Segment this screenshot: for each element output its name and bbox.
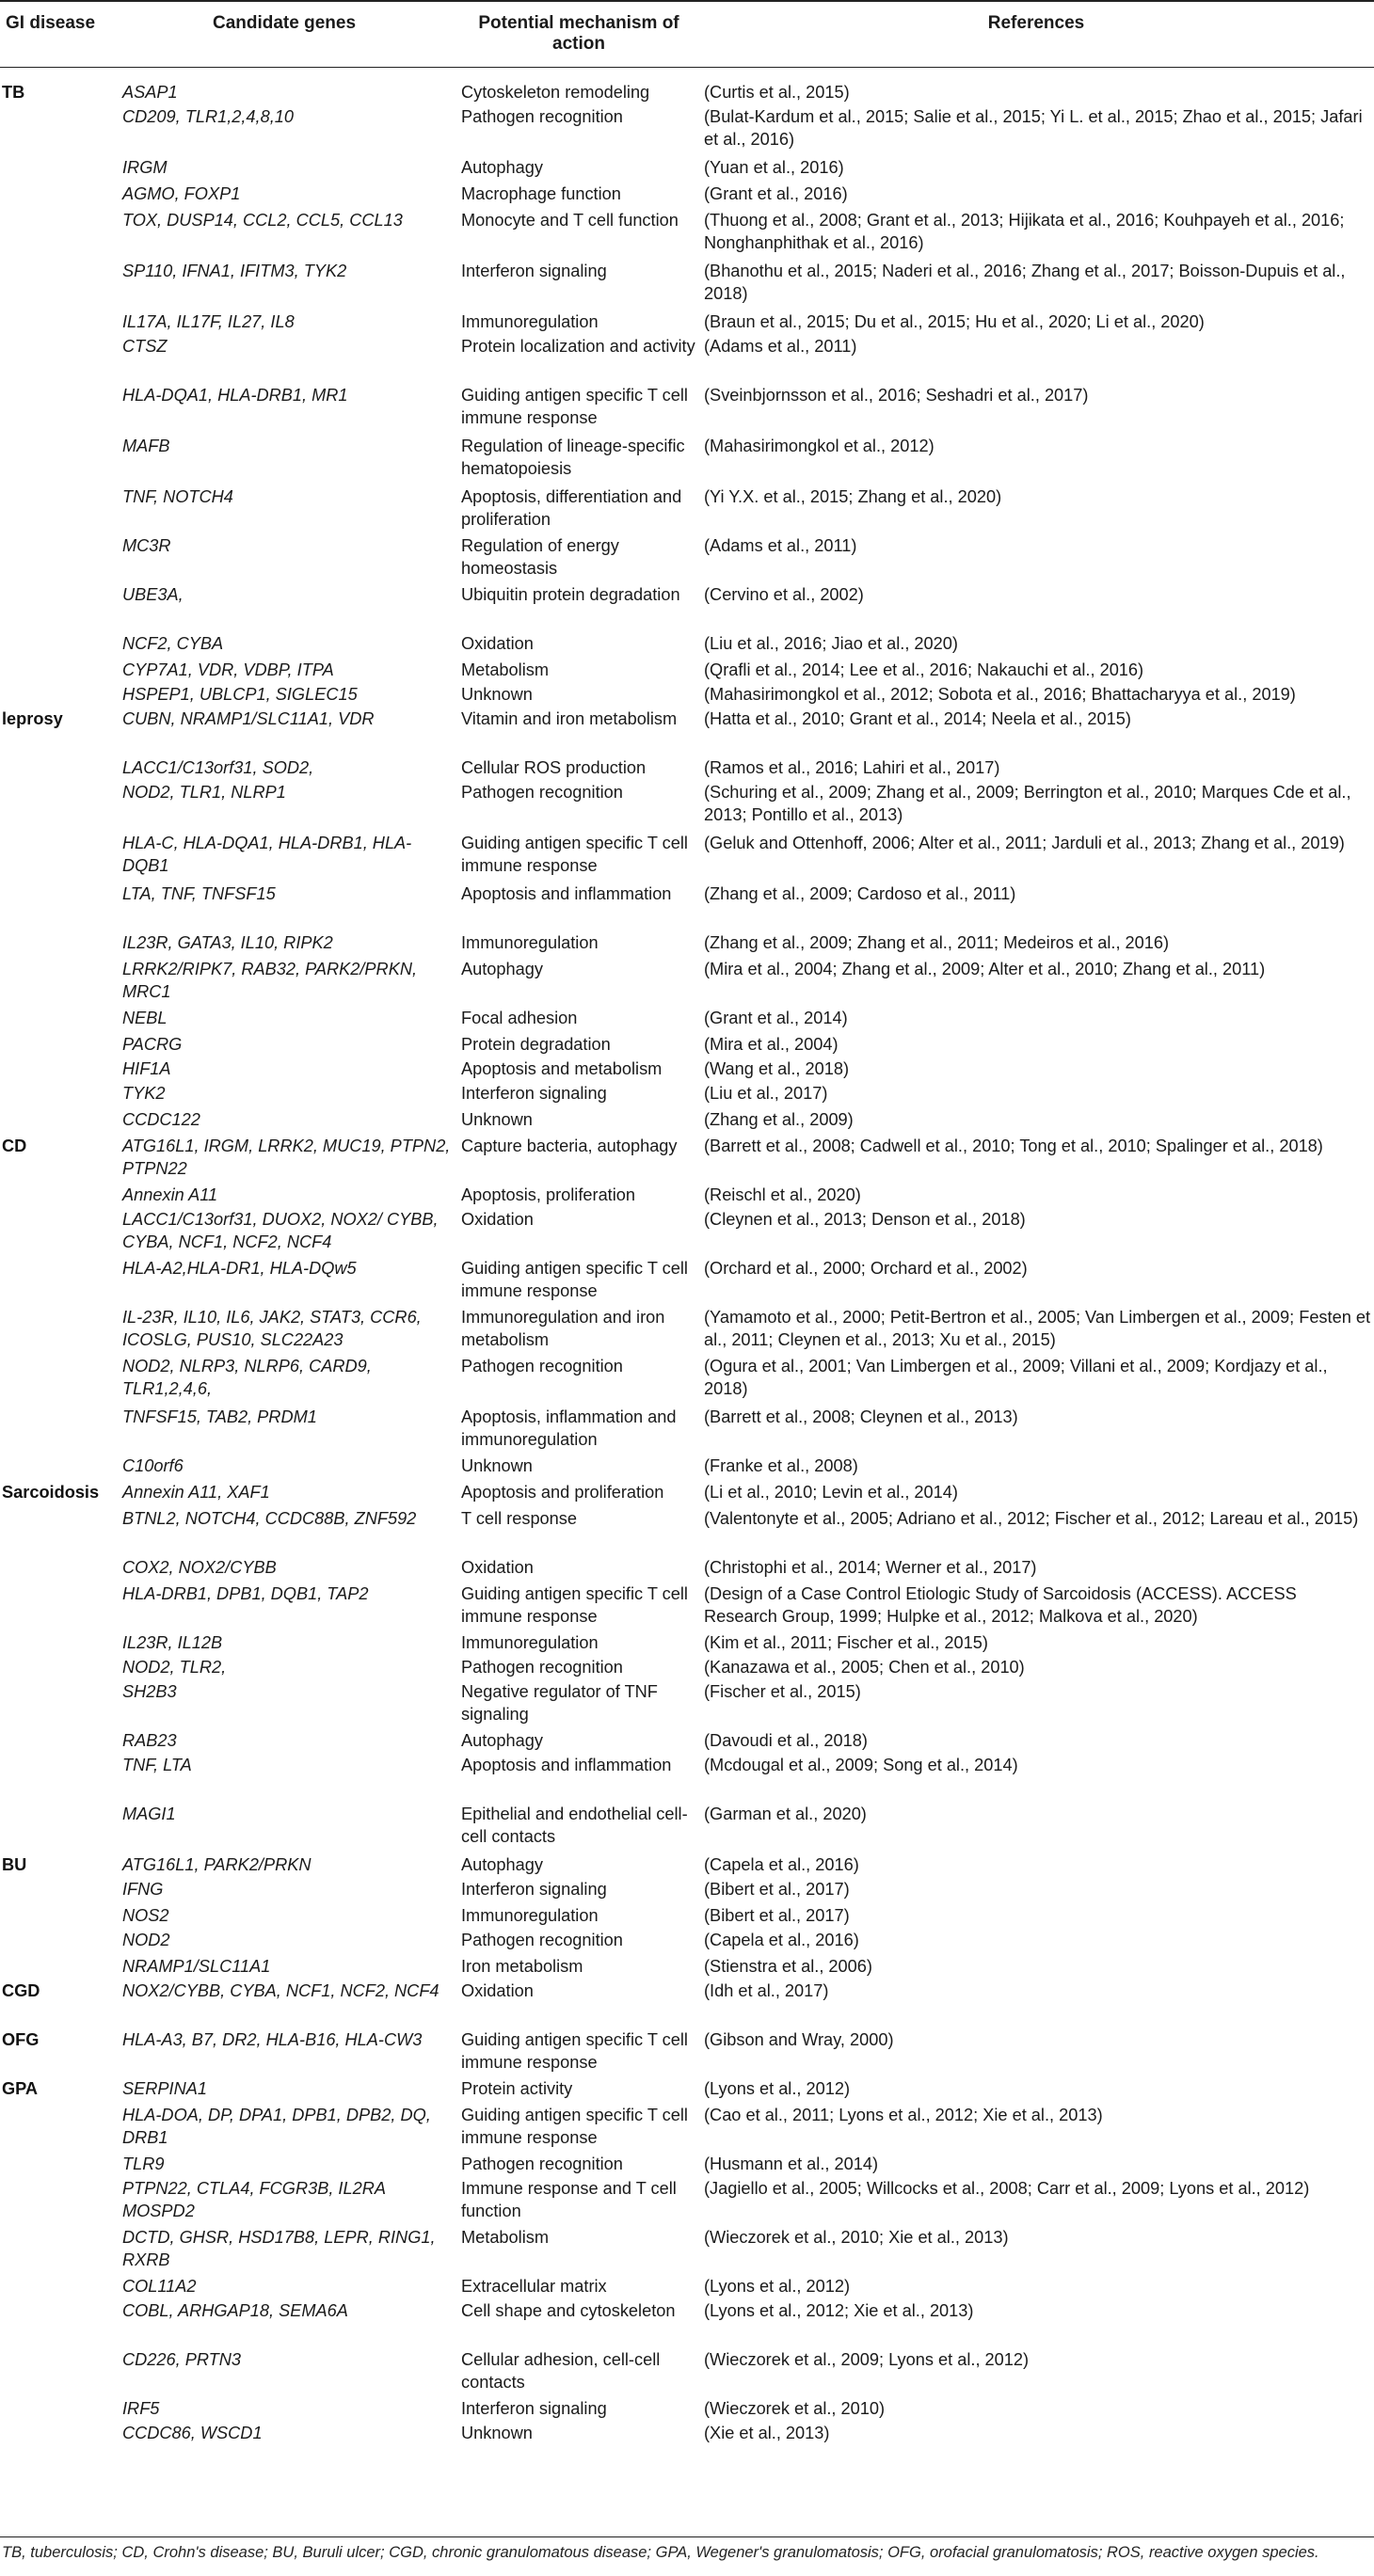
genes-cell: TOX, DUSP14, CCL2, CCL5, CCL13 xyxy=(122,211,403,230)
references-cell: (Yamamoto et al., 2000; Petit-Bertron et al., 2005; Van Limbergen et al., 2009; Festen et al., 2011; Cleynen et al., 2013; Xu et al., 2015) xyxy=(704,1308,1371,1349)
references-cell: (Lyons et al., 2012) xyxy=(704,2079,851,2098)
genes-cell: MAFB xyxy=(122,437,170,455)
references-cell: (Mira et al., 2004; Zhang et al., 2009; Alter et al., 2010; Zhang et al., 2011) xyxy=(704,960,1266,978)
mechanism-cell: Pathogen recognition xyxy=(461,2155,623,2173)
references-cell: (Wieczorek et al., 2010; Xie et al., 2013) xyxy=(704,2228,1009,2247)
mechanism-cell: Monocyte and T cell function xyxy=(461,211,679,230)
disease-cell: OFG xyxy=(2,2030,40,2049)
references-cell: (Fischer et al., 2015) xyxy=(704,1682,861,1701)
references-cell: (Wieczorek et al., 2009; Lyons et al., 2012) xyxy=(704,2350,1030,2369)
mechanism-cell: Pathogen recognition xyxy=(461,107,623,126)
table-bottom-rule xyxy=(0,2536,1374,2537)
mechanism-cell: Vitamin and iron metabolism xyxy=(461,709,678,728)
references-cell: (Lyons et al., 2012; Xie et al., 2013) xyxy=(704,2301,974,2320)
genes-cell: MC3R xyxy=(122,536,171,555)
disease-cell: GPA xyxy=(2,2079,39,2098)
mechanism-cell: Pathogen recognition xyxy=(461,1658,623,1677)
genes-cell: NOD2, TLR2, xyxy=(122,1658,227,1677)
genes-cell: LACC1/C13orf31, DUOX2, NOX2/ CYBB, CYBA, NCF1, NCF2, NCF4 xyxy=(122,1210,439,1251)
genes-cell: NOX2/CYBB, CYBA, NCF1, NCF2, NCF4 xyxy=(122,1981,439,2000)
genes-cell: HLA-A3, B7, DR2, HLA-B16, HLA-CW3 xyxy=(122,2030,423,2049)
references-cell: (Adams et al., 2011) xyxy=(704,337,857,356)
genes-cell: CCDC86, WSCD1 xyxy=(122,2424,263,2442)
genes-cell: IL23R, IL12B xyxy=(122,1633,223,1652)
references-cell: (Sveinbjornsson et al., 2016; Seshadri et al., 2017) xyxy=(704,386,1089,405)
references-cell: (Thuong et al., 2008; Grant et al., 2013; Hijikata et al., 2016; Kouhpayeh et al., 2016; Nonghanphithak et al., 2016) xyxy=(704,211,1345,252)
genes-cell: ASAP1 xyxy=(122,83,178,102)
mechanism-cell: T cell response xyxy=(461,1509,577,1528)
references-cell: (Christophi et al., 2014; Werner et al., 2017) xyxy=(704,1558,1037,1577)
mechanism-cell: Autophagy xyxy=(461,158,543,177)
references-cell: (Cleynen et al., 2013; Denson et al., 2018) xyxy=(704,1210,1026,1229)
genes-cell: SP110, IFNA1, IFITM3, TYK2 xyxy=(122,262,347,280)
mechanism-cell: Immunoregulation xyxy=(461,933,599,952)
references-cell: (Yi Y.X. et al., 2015; Zhang et al., 2020) xyxy=(704,487,1002,506)
references-cell: (Mahasirimongkol et al., 2012) xyxy=(704,437,935,455)
genes-cell: ATG16L1, PARK2/PRKN xyxy=(122,1855,312,1874)
references-cell: (Kanazawa et al., 2005; Chen et al., 2010) xyxy=(704,1658,1025,1677)
references-cell: (Curtis et al., 2015) xyxy=(704,83,850,102)
mechanism-cell: Oxidation xyxy=(461,634,534,653)
mechanism-cell: Immunoregulation xyxy=(461,1633,599,1652)
table-header xyxy=(0,0,1374,68)
header-mechanism: Potential mechanism of action xyxy=(478,13,679,54)
mechanism-cell: Immunoregulation xyxy=(461,1906,599,1925)
references-cell: (Davoudi et al., 2018) xyxy=(704,1731,868,1750)
genes-cell: IFNG xyxy=(122,1880,164,1899)
references-cell: (Bhanothu et al., 2015; Naderi et al., 2016; Zhang et al., 2017; Boisson-Dupuis et al., 2018) xyxy=(704,262,1346,303)
mechanism-cell: Guiding antigen specific T cell immune response xyxy=(461,386,688,427)
genes-cell: PTPN22, CTLA4, FCGR3B, IL2RA MOSPD2 xyxy=(122,2179,386,2220)
genes-cell: CTSZ xyxy=(122,337,168,356)
header-references: References xyxy=(987,13,1085,33)
genes-cell: TNFSF15, TAB2, PRDM1 xyxy=(122,1407,317,1426)
genes-cell: CD209, TLR1,2,4,8,10 xyxy=(122,107,294,126)
references-cell: (Valentonyte et al., 2005; Adriano et al., 2012; Fischer et al., 2012; Lareau et al., 2015) xyxy=(704,1509,1359,1528)
mechanism-cell: Cellular ROS production xyxy=(461,758,647,777)
genes-cell: MAGI1 xyxy=(122,1805,176,1823)
references-cell: (Jagiello et al., 2005; Willcocks et al., 2008; Carr et al., 2009; Lyons et al., 2012) xyxy=(704,2179,1310,2198)
genes-cell: NOD2, TLR1, NLRP1 xyxy=(122,783,286,802)
mechanism-cell: Pathogen recognition xyxy=(461,1357,623,1375)
mechanism-cell: Cell shape and cytoskeleton xyxy=(461,2301,676,2320)
mechanism-cell: Interferon signaling xyxy=(461,262,607,280)
mechanism-cell: Immunoregulation xyxy=(461,312,599,331)
references-cell: (Wang et al., 2018) xyxy=(704,1059,849,1078)
genes-cell: COBL, ARHGAP18, SEMA6A xyxy=(122,2301,348,2320)
mechanism-cell: Unknown xyxy=(461,685,533,704)
genes-cell: HLA-DRB1, DPB1, DQB1, TAP2 xyxy=(122,1584,369,1603)
mechanism-cell: Capture bacteria, autophagy xyxy=(461,1137,678,1155)
mechanism-cell: Interferon signaling xyxy=(461,2399,607,2418)
genes-cell: Annexin A11 xyxy=(122,1185,218,1204)
references-cell: (Mahasirimongkol et al., 2012; Sobota et al., 2016; Bhattacharyya et al., 2019) xyxy=(704,685,1296,704)
genes-cell: NOS2 xyxy=(122,1906,169,1925)
references-cell: (Barrett et al., 2008; Cleynen et al., 2013) xyxy=(704,1407,1018,1426)
disease-cell: CGD xyxy=(2,1981,40,2000)
genes-cell: CYP7A1, VDR, VDBP, ITPA xyxy=(122,660,334,679)
references-cell: (Zhang et al., 2009; Cardoso et al., 2011) xyxy=(704,884,1016,903)
genes-cell: CUBN, NRAMP1/SLC11A1, VDR xyxy=(122,709,375,728)
mechanism-cell: Apoptosis and metabolism xyxy=(461,1059,663,1078)
genes-cell: CD226, PRTN3 xyxy=(122,2350,242,2369)
mechanism-cell: Unknown xyxy=(461,1456,533,1475)
genes-cell: HLA-DOA, DP, DPA1, DPB1, DPB2, DQ, DRB1 xyxy=(122,2106,431,2147)
references-cell: (Capela et al., 2016) xyxy=(704,1855,859,1874)
genes-cell: NEBL xyxy=(122,1009,168,1027)
genes-cell: HLA-DQA1, HLA-DRB1, MR1 xyxy=(122,386,348,405)
mechanism-cell: Metabolism xyxy=(461,660,549,679)
genes-cell: TNF, LTA xyxy=(122,1756,192,1774)
genes-cell: SERPINA1 xyxy=(122,2079,207,2098)
mechanism-cell: Pathogen recognition xyxy=(461,783,623,802)
genes-cell: C10orf6 xyxy=(122,1456,184,1475)
genes-cell: DCTD, GHSR, HSD17B8, LEPR, RING1, RXRB xyxy=(122,2228,436,2269)
mechanism-cell: Ubiquitin protein degradation xyxy=(461,585,680,604)
mechanism-cell: Autophagy xyxy=(461,1855,543,1874)
disease-cell: BU xyxy=(2,1855,27,1874)
references-cell: (Mira et al., 2004) xyxy=(704,1035,839,1054)
mechanism-cell: Interferon signaling xyxy=(461,1880,607,1899)
references-cell: (Liu et al., 2017) xyxy=(704,1084,828,1103)
references-cell: (Schuring et al., 2009; Zhang et al., 2009; Berrington et al., 2010; Marques Cde et al., 2013; Pontillo et al., 2013) xyxy=(704,783,1351,824)
mechanism-cell: Guiding antigen specific T cell immune response xyxy=(461,1584,688,1626)
references-cell: (Ogura et al., 2001; Van Limbergen et al., 2009; Villani et al., 2009; Kordjazy et al., 2018) xyxy=(704,1357,1328,1398)
references-cell: (Liu et al., 2016; Jiao et al., 2020) xyxy=(704,634,958,653)
mechanism-cell: Macrophage function xyxy=(461,184,621,203)
references-cell: (Lyons et al., 2012) xyxy=(704,2277,851,2296)
references-cell: (Cao et al., 2011; Lyons et al., 2012; Xie et al., 2013) xyxy=(704,2106,1103,2124)
mechanism-cell: Protein degradation xyxy=(461,1035,611,1054)
references-cell: (Grant et al., 2016) xyxy=(704,184,848,203)
references-cell: (Xie et al., 2013) xyxy=(704,2424,830,2442)
genes-cell: RAB23 xyxy=(122,1731,177,1750)
genes-cell: IL23R, GATA3, IL10, RIPK2 xyxy=(122,933,333,952)
references-cell: (Braun et al., 2015; Du et al., 2015; Hu et al., 2020; Li et al., 2020) xyxy=(704,312,1205,331)
mechanism-cell: Pathogen recognition xyxy=(461,1931,623,1949)
disease-cell: Sarcoidosis xyxy=(2,1483,100,1502)
references-cell: (Li et al., 2010; Levin et al., 2014) xyxy=(704,1483,958,1502)
mechanism-cell: Guiding antigen specific T cell immune response xyxy=(461,1259,688,1300)
references-cell: (Mcdougal et al., 2009; Song et al., 2014) xyxy=(704,1756,1018,1774)
genes-cell: LTA, TNF, TNFSF15 xyxy=(122,884,276,903)
genes-cell: NRAMP1/SLC11A1 xyxy=(122,1957,271,1976)
references-cell: (Capela et al., 2016) xyxy=(704,1931,859,1949)
mechanism-cell: Apoptosis, proliferation xyxy=(461,1185,636,1204)
references-cell: (Bibert et al., 2017) xyxy=(704,1880,850,1899)
mechanism-cell: Protein localization and activity xyxy=(461,337,695,356)
genes-cell: NOD2 xyxy=(122,1931,170,1949)
mechanism-cell: Negative regulator of TNF signaling xyxy=(461,1682,658,1724)
references-cell: (Stienstra et al., 2006) xyxy=(704,1957,872,1976)
genes-cell: TLR9 xyxy=(122,2155,165,2173)
mechanism-cell: Oxidation xyxy=(461,1210,534,1229)
genes-cell: COL11A2 xyxy=(122,2277,197,2296)
disease-cell: CD xyxy=(2,1137,27,1155)
genes-cell: IRGM xyxy=(122,158,168,177)
references-cell: (Zhang et al., 2009) xyxy=(704,1110,854,1129)
genes-cell: Annexin A11, XAF1 xyxy=(122,1483,270,1502)
genes-cell: NOD2, NLRP3, NLRP6, CARD9, TLR1,2,4,6, xyxy=(122,1357,372,1398)
mechanism-cell: Apoptosis, differentiation and proliferation xyxy=(461,487,682,529)
genes-cell: CCDC122 xyxy=(122,1110,200,1129)
mechanism-cell: Immune response and T cell function xyxy=(461,2179,677,2220)
mechanism-cell: Oxidation xyxy=(461,1558,534,1577)
disease-cell: leprosy xyxy=(2,709,63,728)
mechanism-cell: Metabolism xyxy=(461,2228,549,2247)
mechanism-cell: Extracellular matrix xyxy=(461,2277,607,2296)
mechanism-cell: Guiding antigen specific T cell immune response xyxy=(461,2030,688,2072)
mechanism-cell: Iron metabolism xyxy=(461,1957,583,1976)
genes-cell: COX2, NOX2/CYBB xyxy=(122,1558,277,1577)
genes-cell: TYK2 xyxy=(122,1084,166,1103)
mechanism-cell: Focal adhesion xyxy=(461,1009,578,1027)
mechanism-cell: Apoptosis and inflammation xyxy=(461,1756,672,1774)
genes-cell: BTNL2, NOTCH4, CCDC88B, ZNF592 xyxy=(122,1509,417,1528)
genes-cell: PACRG xyxy=(122,1035,183,1054)
mechanism-cell: Interferon signaling xyxy=(461,1084,607,1103)
references-cell: (Geluk and Ottenhoff, 2006; Alter et al., 2011; Jarduli et al., 2013; Zhang et al., 2019) xyxy=(704,834,1345,852)
mechanism-cell: Apoptosis and inflammation xyxy=(461,884,672,903)
mechanism-cell: Unknown xyxy=(461,1110,533,1129)
mechanism-cell: Unknown xyxy=(461,2424,533,2442)
genes-cell: LRRK2/RIPK7, RAB32, PARK2/PRKN, MRC1 xyxy=(122,960,418,1001)
genes-cell: HLA-C, HLA-DQA1, HLA-DRB1, HLA-DQB1 xyxy=(122,834,412,875)
references-cell: (Bulat-Kardum et al., 2015; Salie et al., 2015; Yi L. et al., 2015; Zhao et al., 2015; Jafari et al., 2016) xyxy=(704,107,1363,149)
genes-cell: HIF1A xyxy=(122,1059,171,1078)
mechanism-cell: Cytoskeleton remodeling xyxy=(461,83,650,102)
references-cell: (Bibert et al., 2017) xyxy=(704,1906,850,1925)
mechanism-cell: Protein activity xyxy=(461,2079,573,2098)
mechanism-cell: Autophagy xyxy=(461,1731,543,1750)
disease-cell: TB xyxy=(2,83,25,102)
references-cell: (Garman et al., 2020) xyxy=(704,1805,867,1823)
references-cell: (Yuan et al., 2016) xyxy=(704,158,844,177)
references-cell: (Hatta et al., 2010; Grant et al., 2014; Neela et al., 2015) xyxy=(704,709,1131,728)
references-cell: (Design of a Case Control Etiologic Study of Sarcoidosis (ACCESS). ACCESS Research Group, 1999; Hulpke et al., 2012; Malkova et al., 2020) xyxy=(704,1584,1297,1626)
references-cell: (Grant et al., 2014) xyxy=(704,1009,848,1027)
genes-cell: SH2B3 xyxy=(122,1682,177,1701)
mechanism-cell: Apoptosis, inflammation and immunoregulation xyxy=(461,1407,677,1449)
references-cell: (Gibson and Wray, 2000) xyxy=(704,2030,894,2049)
mechanism-cell: Cellular adhesion, cell-cell contacts xyxy=(461,2350,661,2392)
references-cell: (Cervino et al., 2002) xyxy=(704,585,864,604)
mechanism-cell: Epithelial and endothelial cell-cell contacts xyxy=(461,1805,688,1846)
references-cell: (Orchard et al., 2000; Orchard et al., 2002) xyxy=(704,1259,1028,1278)
genes-cell: IRF5 xyxy=(122,2399,160,2418)
genes-cell: LACC1/C13orf31, SOD2, xyxy=(122,758,314,777)
genes-cell: AGMO, FOXP1 xyxy=(122,184,241,203)
references-cell: (Adams et al., 2011) xyxy=(704,536,857,555)
mechanism-cell: Guiding antigen specific T cell immune response xyxy=(461,2106,688,2147)
references-cell: (Qrafli et al., 2014; Lee et al., 2016; Nakauchi et al., 2016) xyxy=(704,660,1144,679)
genes-cell: NCF2, CYBA xyxy=(122,634,224,653)
mechanism-cell: Regulation of energy homeostasis xyxy=(461,536,619,578)
mechanism-cell: Oxidation xyxy=(461,1981,534,2000)
references-cell: (Barrett et al., 2008; Cadwell et al., 2010; Tong et al., 2010; Spalinger et al., 2018) xyxy=(704,1137,1323,1155)
references-cell: (Ramos et al., 2016; Lahiri et al., 2017) xyxy=(704,758,1000,777)
mechanism-cell: Regulation of lineage-specific hematopoiesis xyxy=(461,437,685,478)
mechanism-cell: Apoptosis and proliferation xyxy=(461,1483,664,1502)
genes-cell: HSPEP1, UBLCP1, SIGLEC15 xyxy=(122,685,358,704)
references-cell: (Husmann et al., 2014) xyxy=(704,2155,879,2173)
genes-cell: UBE3A, xyxy=(122,585,184,604)
references-cell: (Wieczorek et al., 2010) xyxy=(704,2399,886,2418)
mechanism-cell: Autophagy xyxy=(461,960,543,978)
references-cell: (Idh et al., 2017) xyxy=(704,1981,829,2000)
genes-cell: HLA-A2,HLA-DR1, HLA-DQw5 xyxy=(122,1259,357,1278)
references-cell: (Kim et al., 2011; Fischer et al., 2015) xyxy=(704,1633,988,1652)
table-footnote: TB, tuberculosis; CD, Crohn's disease; BU, Buruli ulcer; CGD, chronic granulomatous disease; GPA, Wegener's granulomatosis; OFG, orofacial granulomatosis; ROS, reactive oxygen species. xyxy=(2,2544,1319,2561)
header-candidate-genes: Candidate genes xyxy=(212,13,357,33)
mechanism-cell: Immunoregulation and iron metabolism xyxy=(461,1308,665,1349)
genes-cell: IL17A, IL17F, IL27, IL8 xyxy=(122,312,295,331)
genes-cell: IL-23R, IL10, IL6, JAK2, STAT3, CCR6, ICOSLG, PUS10, SLC22A23 xyxy=(122,1308,422,1349)
mechanism-cell: Guiding antigen specific T cell immune response xyxy=(461,834,688,875)
genes-cell: ATG16L1, IRGM, LRRK2, MUC19, PTPN2, PTPN22 xyxy=(122,1137,451,1178)
header-gi-disease: GI disease xyxy=(6,13,96,33)
references-cell: (Reischl et al., 2020) xyxy=(704,1185,861,1204)
references-cell: (Zhang et al., 2009; Zhang et al., 2011; Medeiros et al., 2016) xyxy=(704,933,1170,952)
references-cell: (Franke et al., 2008) xyxy=(704,1456,858,1475)
genes-cell: TNF, NOTCH4 xyxy=(122,487,233,506)
